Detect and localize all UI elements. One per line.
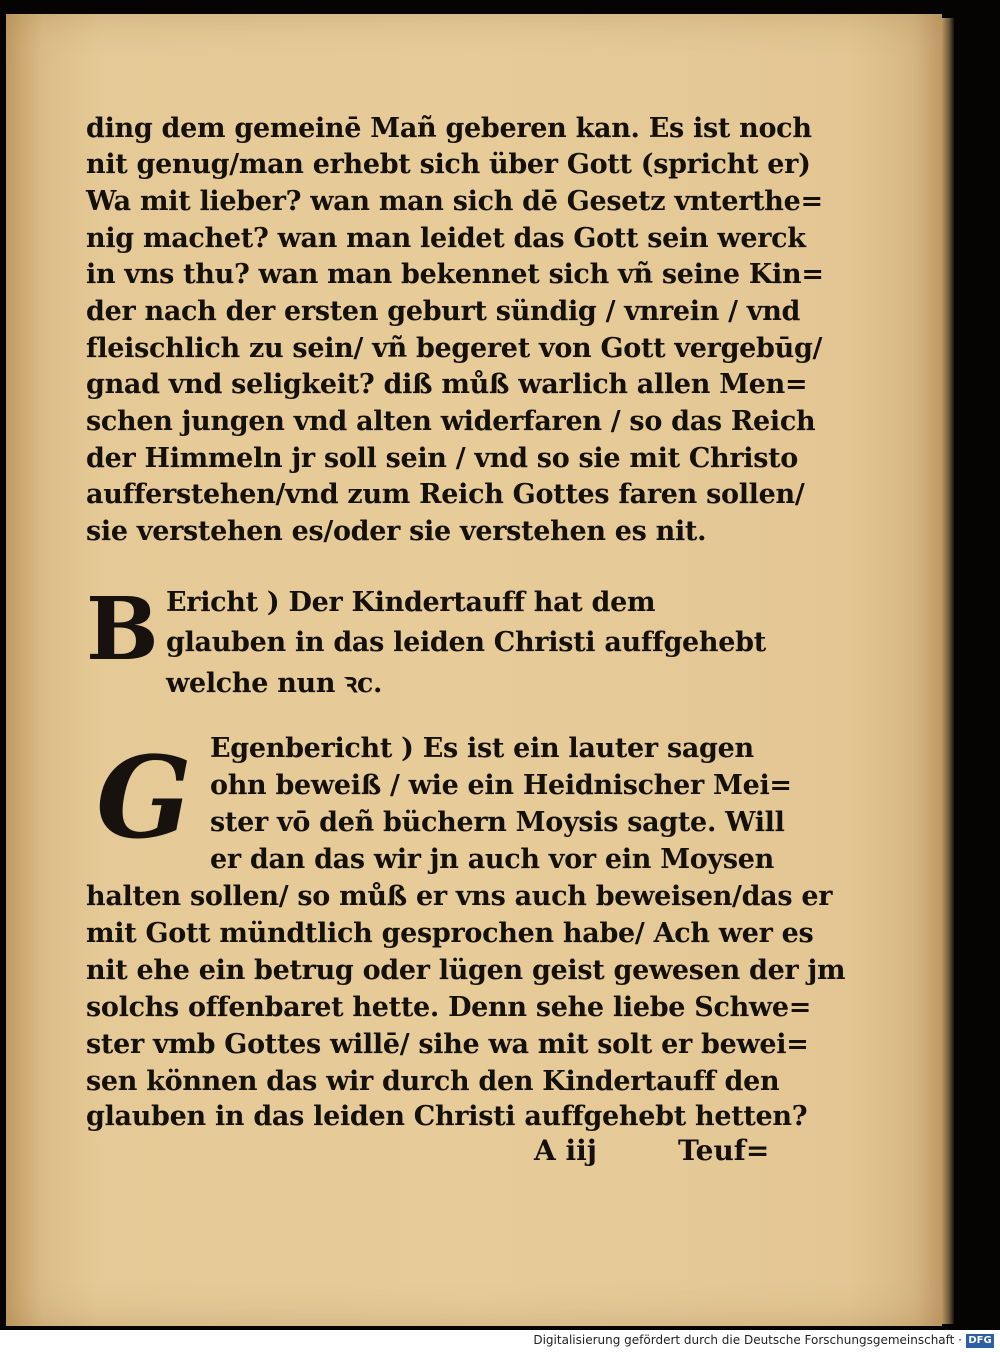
text-line: in vns thu? wan man bekennet sich vñ seine Kin= — [86, 259, 824, 290]
text-line: gnad vnd seligkeit? diß můß warlich allen Men= — [86, 369, 808, 400]
decorated-initial-g: G — [96, 733, 192, 864]
text-line: halten sollen/ so můß er vns auch beweisen/das er — [86, 881, 833, 912]
text-line: ster vō deñ büchern Moysis sagte. Will — [210, 807, 785, 838]
text-line: welche nun ꝛc. — [166, 668, 383, 699]
text-line: Ericht ) Der Kindertauff hat dem — [166, 587, 656, 618]
text-line: glauben in das leiden Christi auffgehebt — [166, 627, 766, 658]
text-line: ster vmb Gottes willē/ sihe wa mit solt er bewei= — [86, 1029, 809, 1060]
text-line: er dan das wir jn auch vor ein Moysen — [210, 844, 774, 875]
text-line: Egenbericht ) Es ist ein lauter sagen — [210, 733, 754, 764]
text-line: ding dem gemeinē Mañ geberen kan. Es ist noch — [86, 113, 812, 144]
text-line: schen jungen vnd alten widerfaren / so das Reich — [86, 406, 816, 437]
text-line: glauben in das leiden Christi auffgehebt hetten? — [86, 1101, 808, 1132]
footer-bar — [0, 1330, 1000, 1352]
text-line: ohn beweiß / wie ein Heidnischer Mei= — [210, 770, 792, 801]
text-line: der Himmeln jr soll sein / vnd so sie mit Christo — [86, 443, 799, 474]
text-line: sie verstehen es/oder sie verstehen es nit. — [86, 516, 707, 547]
catchword: Teuf= — [678, 1134, 770, 1167]
text-line: nig machet? wan man leidet das Gott sein werck — [86, 223, 806, 254]
text-line: aufferstehen/vnd zum Reich Gottes faren sollen/ — [86, 479, 805, 510]
text-line: nit genug/man erhebt sich über Gott (spricht er) — [86, 149, 811, 180]
text-line: der nach der ersten geburt sündig / vnrein / vnd — [86, 296, 801, 327]
text-line: solchs offenbaret hette. Denn sehe liebe Schwe= — [86, 992, 812, 1023]
footer-credit: Digitalisierung gefördert durch die Deutsche Forschungsgemeinschaft · — [533, 1333, 962, 1347]
text-line: mit Gott mündtlich gesprochen habe/ Ach wer es — [86, 918, 814, 949]
signature-mark: A iij — [534, 1134, 597, 1167]
text-line: fleischlich zu sein/ vñ begeret von Gott vergebūg/ — [86, 333, 823, 364]
text-line: Wa mit lieber? wan man sich dē Gesetz vnterthe= — [86, 186, 823, 217]
text-line: nit ehe ein betrug oder lügen geist gewesen der jm — [86, 955, 846, 986]
page-edge — [942, 18, 954, 1324]
decorated-initial-b: B — [86, 579, 159, 680]
text-line: sen können das wir durch den Kindertauff den — [86, 1066, 780, 1097]
dfg-logo-icon: DFG — [966, 1334, 994, 1348]
